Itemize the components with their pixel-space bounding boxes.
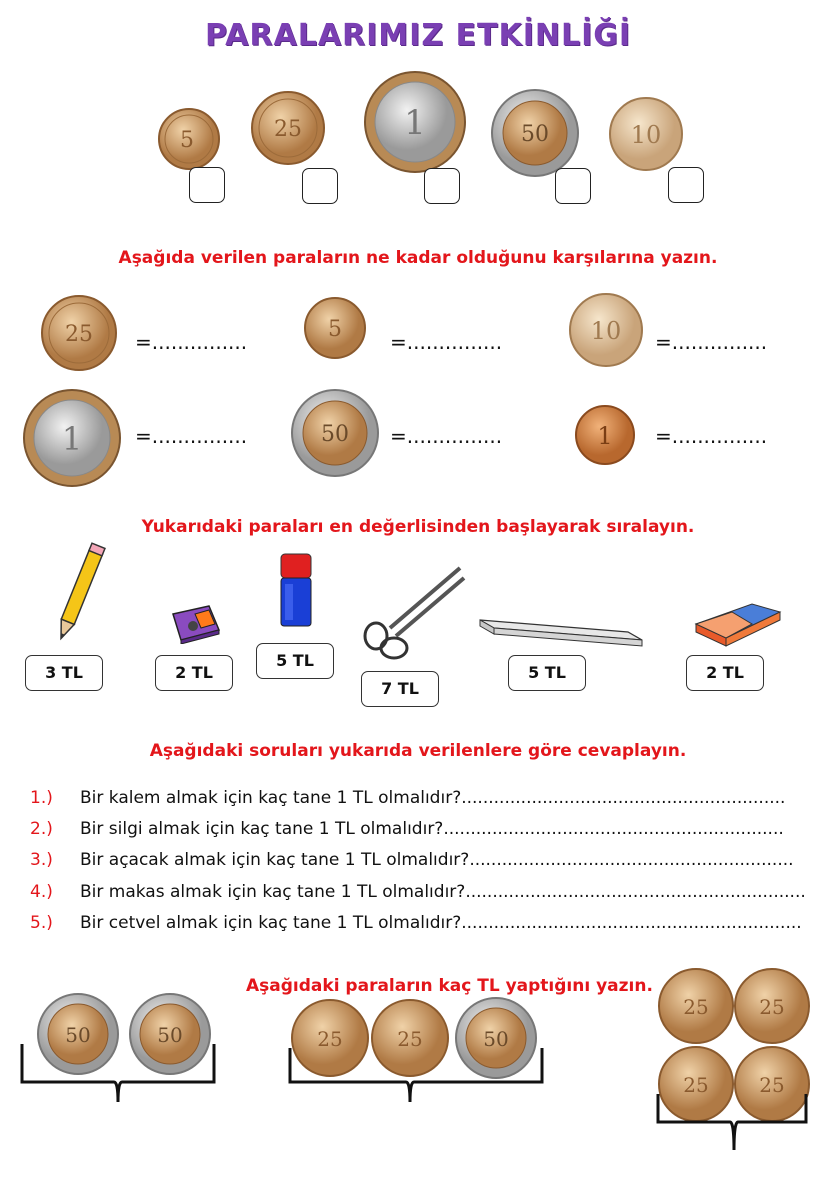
question-text-label: Bir kalem almak için kaç tane 1 TL olmalıdır?	[80, 788, 462, 808]
svg-text:50: 50	[65, 1023, 91, 1047]
svg-text:25: 25	[759, 1073, 785, 1097]
question-number: 1.)	[30, 788, 53, 808]
answer-blank[interactable]: =...............	[390, 424, 503, 448]
answer-blank[interactable]: =...............	[135, 424, 248, 448]
coin-50-kurus	[290, 388, 380, 478]
answer-blank[interactable]: =...............	[655, 330, 768, 354]
coin-group-3	[654, 966, 810, 1166]
question-text	[80, 788, 785, 808]
answer-box[interactable]	[668, 167, 704, 203]
svg-text:50: 50	[157, 1023, 183, 1047]
question-text-label: Bir açacak almak için kaç tane 1 TL olmalıdır?	[80, 850, 470, 870]
price-label: 2 TL	[686, 655, 764, 691]
coin-1-lira	[363, 70, 467, 174]
svg-text:50: 50	[483, 1027, 509, 1051]
answer-blank[interactable]: ............................................................	[469, 850, 794, 870]
question-number: 5.)	[30, 913, 53, 933]
coin-value: 5	[180, 128, 194, 153]
price-label: 7 TL	[361, 671, 439, 707]
answer-blank[interactable]: =...............	[655, 424, 768, 448]
answer-box[interactable]	[424, 168, 460, 204]
question-text	[80, 819, 784, 839]
svg-text:50: 50	[321, 422, 349, 447]
question-text	[80, 882, 806, 902]
price-label: 3 TL	[25, 655, 103, 691]
eraser-icon	[692, 598, 784, 648]
answer-box[interactable]	[189, 167, 225, 203]
coin-1-kurus	[574, 404, 636, 466]
coin-10-kurus	[608, 96, 684, 172]
svg-text:5: 5	[328, 317, 342, 342]
question-text-label: Bir silgi almak için kaç tane 1 TL olmalıdır?	[80, 819, 444, 839]
coin-50-kurus	[490, 88, 580, 178]
page-title: PARALARIMIZ ETKİNLİĞİ	[204, 18, 632, 53]
glue-stick-icon	[275, 548, 319, 632]
coin-value: 1	[404, 103, 426, 143]
question-number: 4.)	[30, 882, 53, 902]
svg-text:25: 25	[397, 1027, 423, 1051]
coin-5-kurus	[157, 107, 221, 171]
svg-text:25: 25	[683, 1073, 709, 1097]
answer-blank[interactable]: ...............................................................	[465, 882, 806, 902]
question-text-label: Bir makas almak için kaç tane 1 TL olmalıdır?	[80, 882, 466, 902]
svg-text:25: 25	[65, 322, 93, 347]
answer-box[interactable]	[555, 168, 591, 204]
pencil-icon	[52, 542, 106, 646]
coin-value: 10	[630, 121, 662, 149]
svg-text:10: 10	[590, 317, 622, 345]
answer-blank[interactable]: ...............................................................	[443, 819, 784, 839]
coin-group-2	[286, 996, 556, 1116]
coin-value: 50	[521, 122, 549, 147]
answer-blank[interactable]: ............................................................	[461, 788, 786, 808]
question-text-label: Bir cetvel almak için kaç tane 1 TL olmalıdır?	[80, 913, 462, 933]
svg-text:25: 25	[317, 1027, 343, 1051]
price-label: 5 TL	[508, 655, 586, 691]
question-text	[80, 850, 794, 870]
ruler-icon	[478, 610, 644, 654]
scissors-icon	[360, 562, 468, 660]
coin-25-kurus	[250, 90, 326, 166]
svg-text:1: 1	[61, 420, 83, 458]
answer-blank[interactable]: ...............................................................	[461, 913, 802, 933]
coin-value: 25	[274, 117, 302, 142]
instruction-write-values: Aşağıda verilen paraların ne kadar olduğunu karşılarına yazın.	[118, 248, 718, 268]
svg-text:25: 25	[759, 995, 785, 1019]
svg-text:1: 1	[597, 422, 613, 450]
answer-blank[interactable]: =...............	[390, 330, 503, 354]
instruction-sort-coins: Yukarıdaki paraları en değerlisinden başlayarak sıralayın.	[141, 517, 695, 537]
question-text	[80, 913, 802, 933]
coin-group-1	[18, 990, 228, 1116]
instruction-sum-coins: Aşağıdaki paraların kaç TL yaptığını yazın.	[246, 976, 653, 996]
price-label: 5 TL	[256, 643, 334, 679]
coin-1-lira	[20, 388, 124, 488]
answer-blank[interactable]: =...............	[135, 330, 248, 354]
coin-25-kurus	[40, 294, 118, 372]
question-number: 2.)	[30, 819, 53, 839]
price-label: 2 TL	[155, 655, 233, 691]
svg-text:25: 25	[683, 995, 709, 1019]
question-number: 3.)	[30, 850, 53, 870]
instruction-answer-questions: Aşağıdaki soruları yukarıda verilenlere göre cevaplayın.	[149, 741, 687, 761]
coin-10-kurus	[568, 292, 644, 368]
answer-box[interactable]	[302, 168, 338, 204]
coin-5-kurus	[303, 296, 367, 360]
sharpener-icon	[165, 600, 225, 644]
